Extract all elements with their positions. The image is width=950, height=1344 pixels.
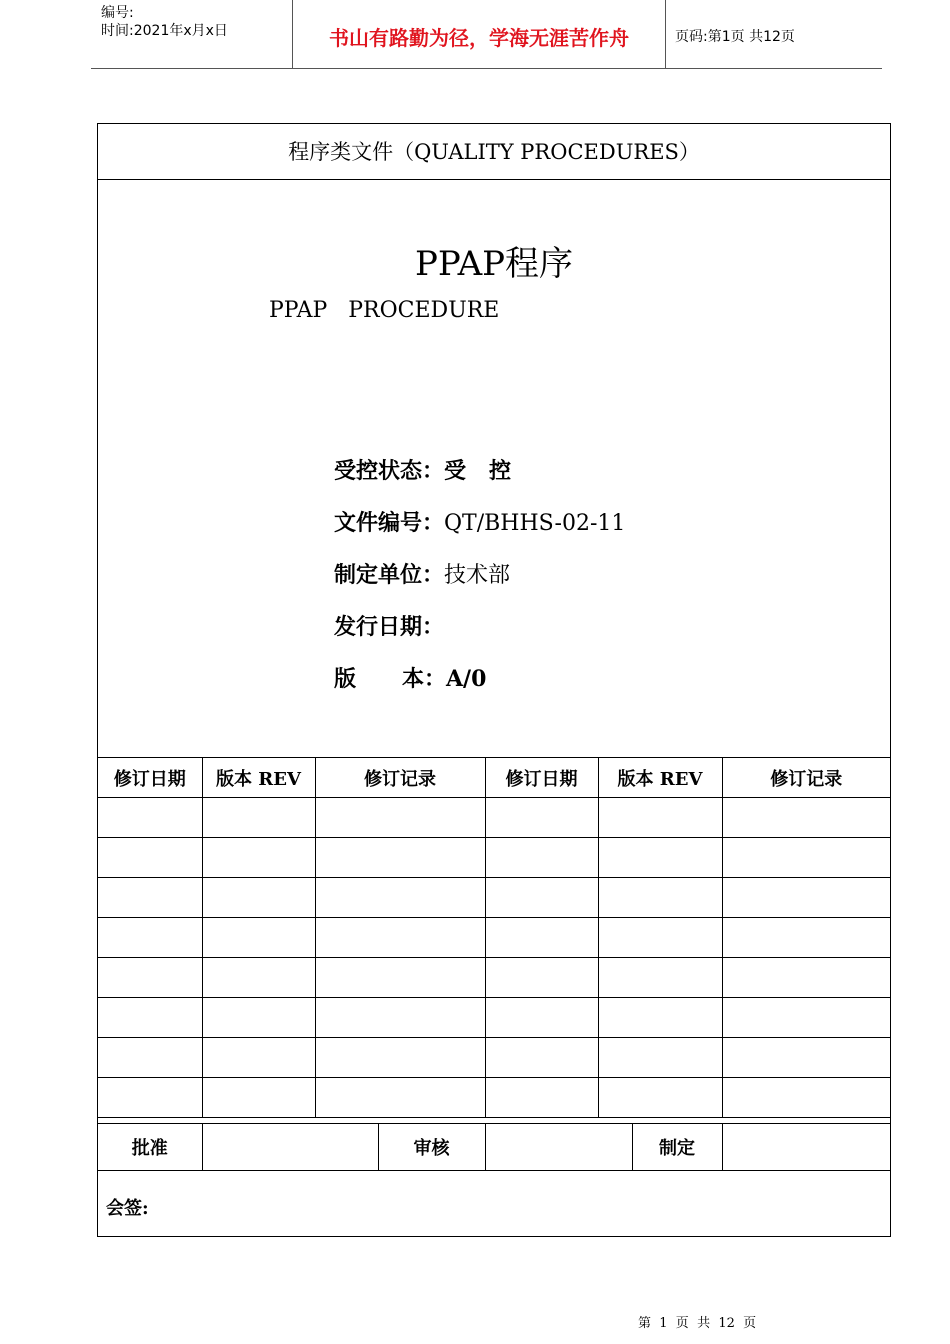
info-doc-number: 文件编号：QT/BHHS-02-11 bbox=[334, 510, 626, 536]
review-label: 审核 bbox=[378, 1124, 485, 1171]
revision-cell[interactable] bbox=[598, 958, 722, 998]
revision-cell[interactable] bbox=[485, 838, 598, 878]
col-header: 版本 REV bbox=[202, 758, 315, 798]
revision-cell[interactable] bbox=[722, 878, 890, 918]
info-control-status: 受控状态：受 控 bbox=[334, 458, 511, 484]
sign-row bbox=[98, 1124, 890, 1171]
revision-cell[interactable] bbox=[722, 798, 890, 838]
revision-cell[interactable] bbox=[598, 1038, 722, 1078]
revision-row bbox=[98, 958, 890, 998]
revision-cell[interactable] bbox=[98, 1038, 202, 1078]
revision-cell[interactable] bbox=[722, 1078, 890, 1118]
revision-cell[interactable] bbox=[485, 998, 598, 1038]
revision-cell[interactable] bbox=[202, 798, 315, 838]
revision-cell[interactable] bbox=[598, 838, 722, 878]
revision-cell[interactable] bbox=[485, 918, 598, 958]
prepare-field[interactable] bbox=[722, 1124, 890, 1171]
revision-cell[interactable] bbox=[202, 838, 315, 878]
revision-cell[interactable] bbox=[315, 958, 485, 998]
revision-row bbox=[98, 878, 890, 918]
revision-cell[interactable] bbox=[598, 998, 722, 1038]
info-version: 版 本：A/0 bbox=[334, 666, 487, 692]
col-header: 修订日期 bbox=[98, 758, 202, 798]
revision-cell[interactable] bbox=[485, 878, 598, 918]
revision-cell[interactable] bbox=[202, 918, 315, 958]
revision-row bbox=[98, 918, 890, 958]
info-department: 制定单位：技术部 bbox=[334, 562, 511, 588]
revision-cell[interactable] bbox=[202, 998, 315, 1038]
header-divider bbox=[665, 0, 666, 68]
revision-cell[interactable] bbox=[315, 1038, 485, 1078]
revision-cell[interactable] bbox=[98, 838, 202, 878]
revision-cell[interactable] bbox=[315, 878, 485, 918]
time-label: 时间:2021年x月x日 bbox=[101, 23, 228, 39]
revision-cell[interactable] bbox=[722, 918, 890, 958]
revision-cell[interactable] bbox=[202, 958, 315, 998]
header-meta bbox=[101, 4, 228, 40]
revision-cell[interactable] bbox=[98, 798, 202, 838]
document-subtitle: PPAP PROCEDURE bbox=[269, 298, 500, 323]
revision-cell[interactable] bbox=[98, 958, 202, 998]
revision-cell[interactable] bbox=[722, 1038, 890, 1078]
revision-cell[interactable] bbox=[598, 878, 722, 918]
document-title: PPAP程序 bbox=[414, 244, 574, 284]
revision-row bbox=[98, 998, 890, 1038]
revision-cell[interactable] bbox=[202, 1038, 315, 1078]
revision-cell[interactable] bbox=[98, 998, 202, 1038]
approve-label: 批准 bbox=[98, 1124, 202, 1171]
revision-cell[interactable] bbox=[722, 838, 890, 878]
revision-cell[interactable] bbox=[315, 918, 485, 958]
col-header: 修订日期 bbox=[485, 758, 598, 798]
info-issue-date: 发行日期： bbox=[334, 614, 445, 640]
revision-cell[interactable] bbox=[315, 838, 485, 878]
col-header: 修订记录 bbox=[722, 758, 890, 798]
revision-row bbox=[98, 1078, 890, 1118]
revision-cell[interactable] bbox=[98, 918, 202, 958]
number-label: 编号: bbox=[101, 5, 134, 21]
document-frame bbox=[97, 123, 891, 1237]
revision-cell[interactable] bbox=[485, 1078, 598, 1118]
revision-cell[interactable] bbox=[485, 1038, 598, 1078]
revision-row bbox=[98, 798, 890, 838]
review-field[interactable] bbox=[485, 1124, 632, 1171]
revision-row bbox=[98, 1038, 890, 1078]
header-motto: 书山有路勤为径，学海无涯苦作舟 bbox=[329, 26, 629, 50]
revision-cell[interactable] bbox=[598, 798, 722, 838]
page-footer: 第 1 页 共 12 页 bbox=[638, 1316, 757, 1331]
revision-cell[interactable] bbox=[485, 958, 598, 998]
revision-cell[interactable] bbox=[485, 798, 598, 838]
document-category: 程序类文件（QUALITY PROCEDURES） bbox=[98, 124, 890, 180]
revision-cell[interactable] bbox=[315, 1078, 485, 1118]
page-header bbox=[91, 0, 882, 69]
approve-field[interactable] bbox=[202, 1124, 378, 1171]
revision-cell[interactable] bbox=[98, 878, 202, 918]
revision-row bbox=[98, 838, 890, 878]
revision-cell[interactable] bbox=[315, 798, 485, 838]
revision-table bbox=[98, 757, 890, 1118]
countersign-label: 会签: bbox=[106, 1198, 149, 1219]
revision-cell[interactable] bbox=[722, 958, 890, 998]
revision-cell[interactable] bbox=[315, 998, 485, 1038]
revision-cell[interactable] bbox=[98, 1078, 202, 1118]
col-header: 版本 REV bbox=[598, 758, 722, 798]
header-page-info: 页码:第1页 共12页 bbox=[675, 29, 795, 45]
revision-cell[interactable] bbox=[598, 1078, 722, 1118]
prepare-label: 制定 bbox=[632, 1124, 722, 1171]
revision-cell[interactable] bbox=[722, 998, 890, 1038]
revision-header-row bbox=[98, 758, 890, 798]
col-header: 修订记录 bbox=[315, 758, 485, 798]
revision-cell[interactable] bbox=[202, 1078, 315, 1118]
revision-cell[interactable] bbox=[202, 878, 315, 918]
revision-cell[interactable] bbox=[598, 918, 722, 958]
sign-table bbox=[98, 1123, 890, 1171]
